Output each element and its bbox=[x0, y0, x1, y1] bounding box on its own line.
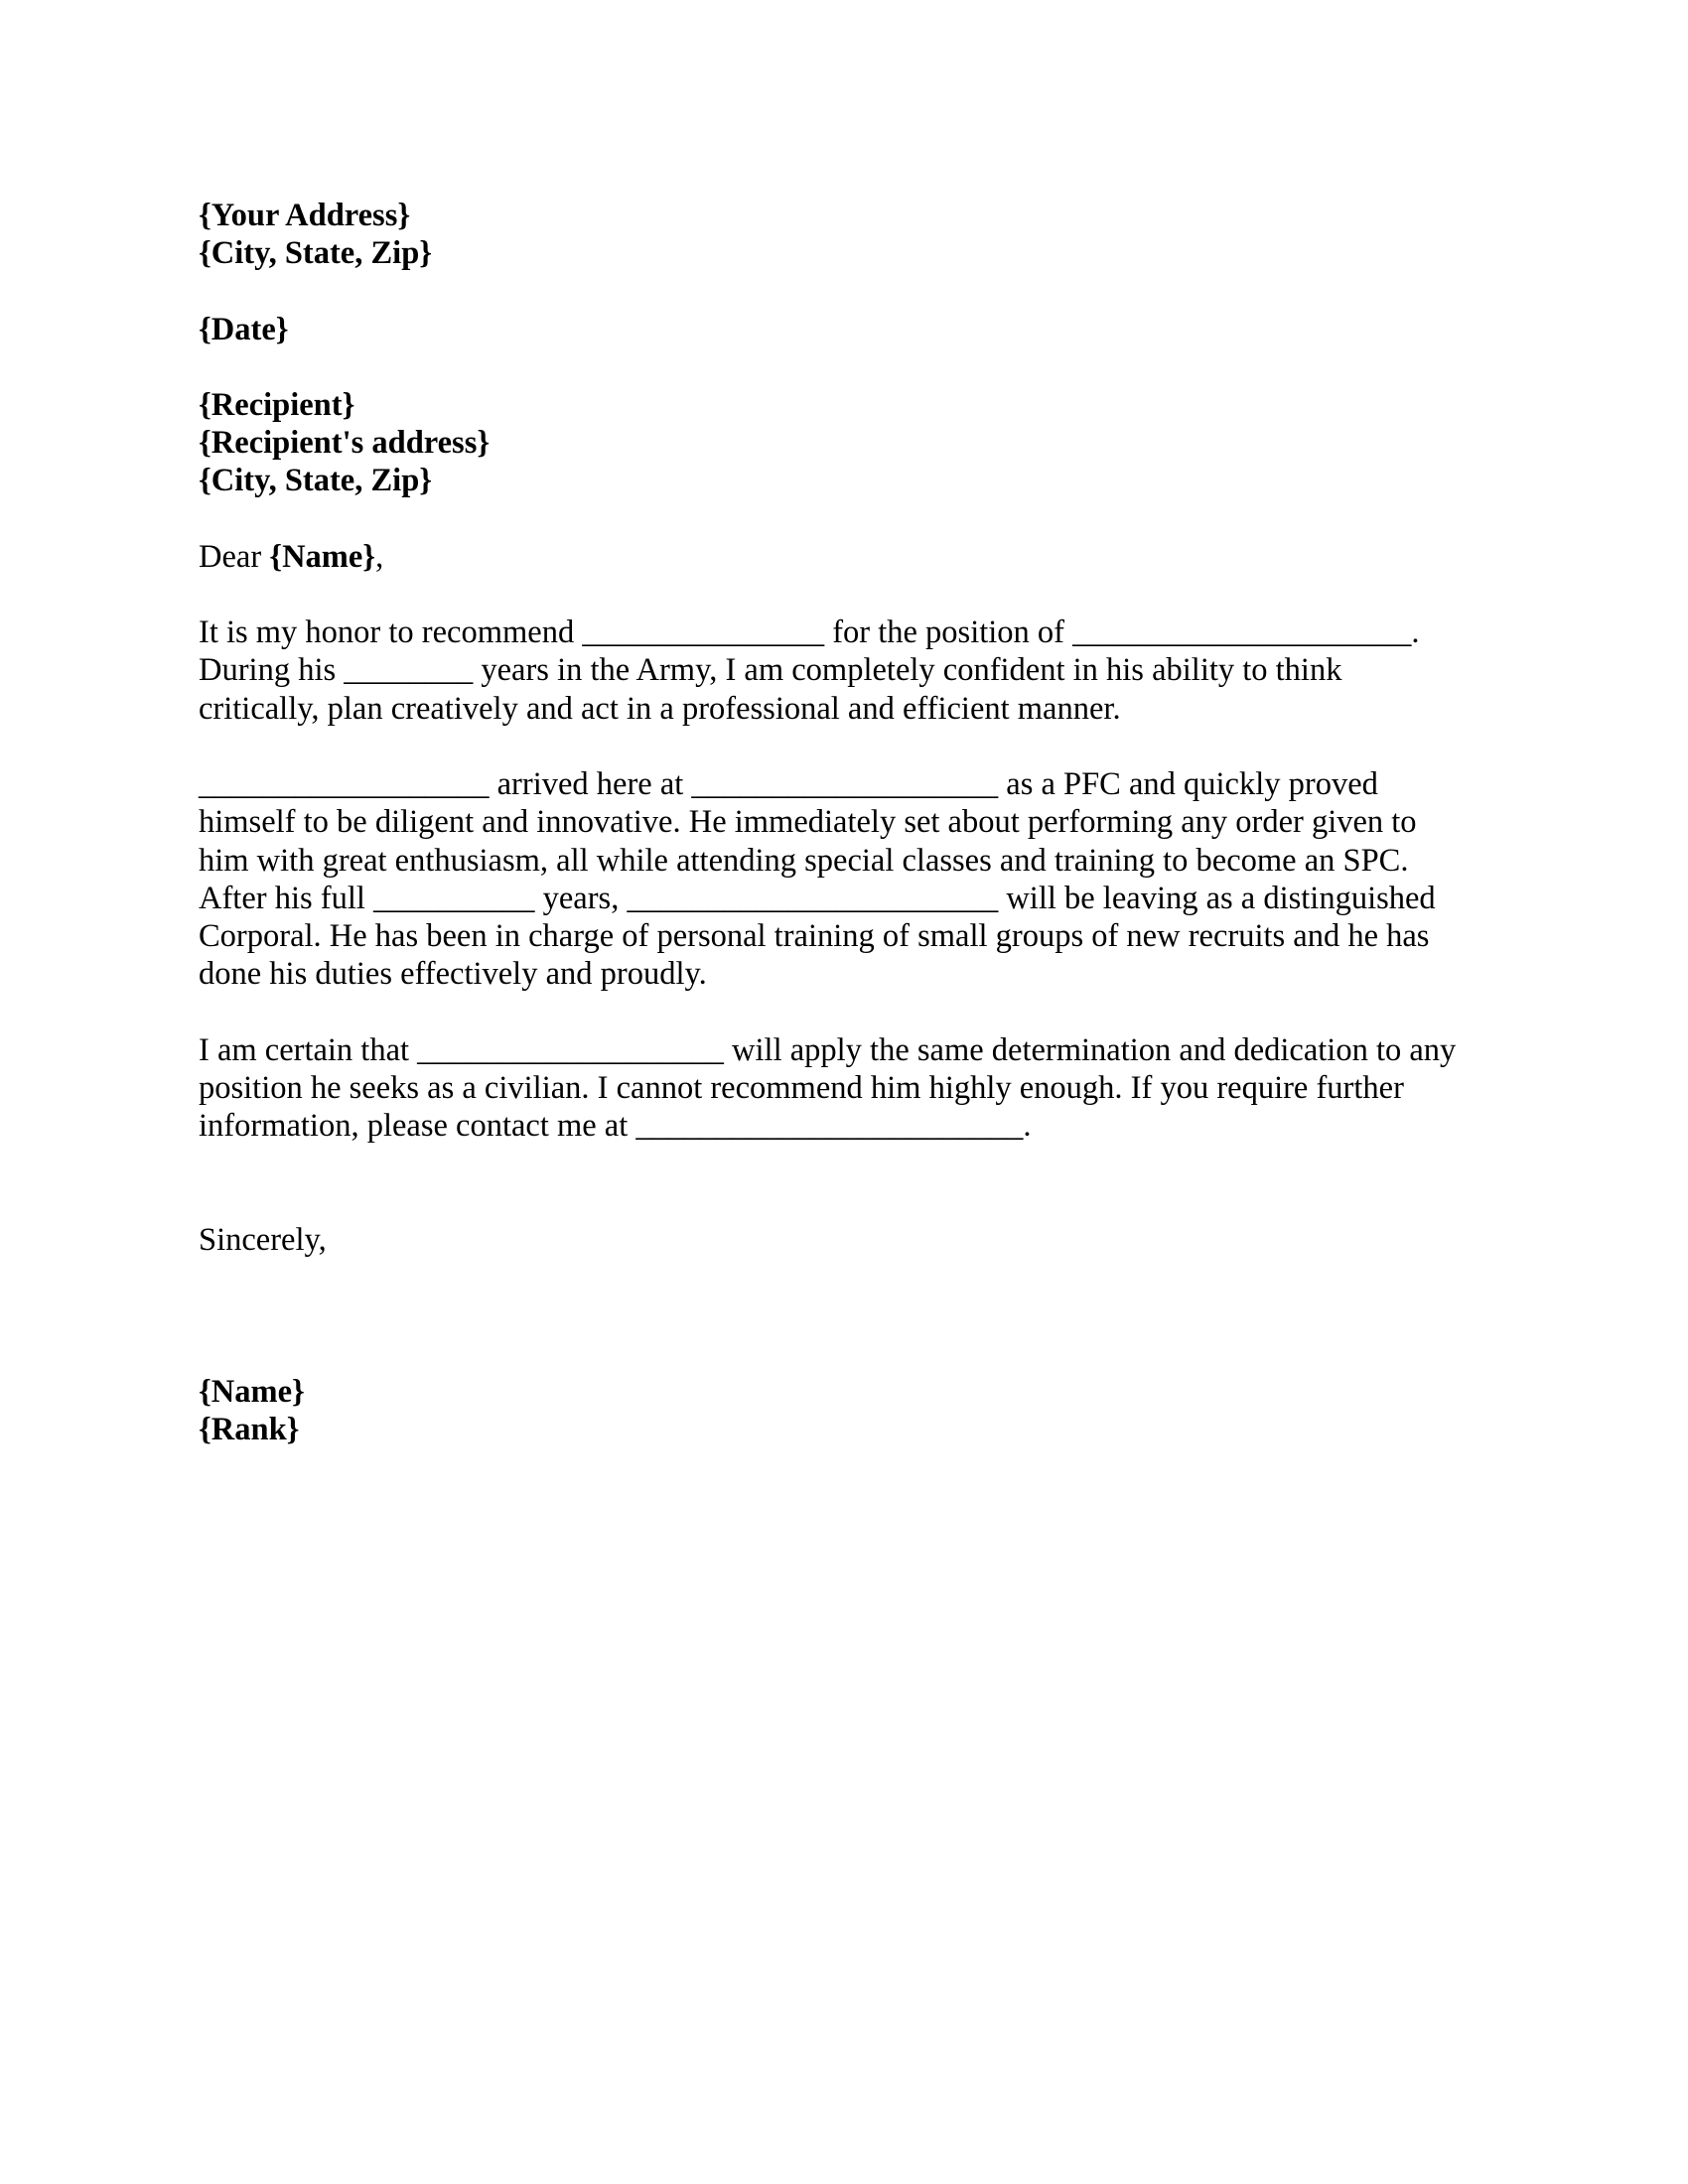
paragraph-line: It is my honor to recommend _______________ for the position of _____________________. bbox=[199, 614, 1420, 651]
sender-address: {Your Address} bbox=[199, 198, 411, 233]
paragraph-line: position he seeks as a civilian. I cannot recommend him highly enough. If you require further bbox=[199, 1070, 1404, 1107]
body-paragraph-2 bbox=[199, 765, 1509, 994]
paragraph-line: Corporal. He has been in charge of personal training of small groups of new recruits and he has bbox=[199, 918, 1430, 955]
salutation-name: {Name} bbox=[269, 538, 376, 575]
recipient-name: {Recipient} bbox=[199, 386, 355, 423]
salutation-suffix: , bbox=[375, 538, 384, 575]
closing: Sincerely, bbox=[199, 1221, 327, 1258]
paragraph-line: information, please contact me at ________________________. bbox=[199, 1108, 1032, 1145]
recipient-block bbox=[199, 386, 1509, 500]
body-paragraph-3 bbox=[199, 1031, 1509, 1146]
signature-block bbox=[199, 1373, 1509, 1449]
salutation bbox=[199, 538, 1509, 576]
recipient-city-state-zip: {City, State, Zip} bbox=[199, 463, 433, 499]
letter-page bbox=[199, 197, 1509, 1449]
paragraph-line: After his full __________ years, _______________________ will be leaving as a distinguished bbox=[199, 880, 1436, 916]
paragraph-line: him with great enthusiasm, all while attending special classes and training to become an SPC. bbox=[199, 842, 1409, 879]
body-paragraph-1 bbox=[199, 614, 1509, 728]
sender-address-block bbox=[199, 197, 1509, 273]
paragraph-line: critically, plan creatively and act in a professional and efficient manner. bbox=[199, 690, 1121, 727]
letter-date: {Date} bbox=[199, 311, 289, 347]
signature-name: {Name} bbox=[199, 1373, 305, 1410]
paragraph-line: himself to be diligent and innovative. He immediately set about performing any order given to bbox=[199, 804, 1417, 841]
sender-city-state-zip: {City, State, Zip} bbox=[199, 235, 433, 272]
recipient-address: {Recipient's address} bbox=[199, 425, 491, 462]
paragraph-line: I am certain that ___________________ will apply the same determination and dedication to any bbox=[199, 1031, 1457, 1068]
paragraph-line: During his ________ years in the Army, I am completely confident in his ability to think bbox=[199, 652, 1342, 689]
paragraph-line: done his duties effectively and proudly. bbox=[199, 956, 707, 993]
signature-rank: {Rank} bbox=[199, 1412, 300, 1448]
paragraph-line: __________________ arrived here at ___________________ as a PFC and quickly proved bbox=[199, 765, 1378, 802]
salutation-prefix: Dear bbox=[199, 538, 270, 575]
